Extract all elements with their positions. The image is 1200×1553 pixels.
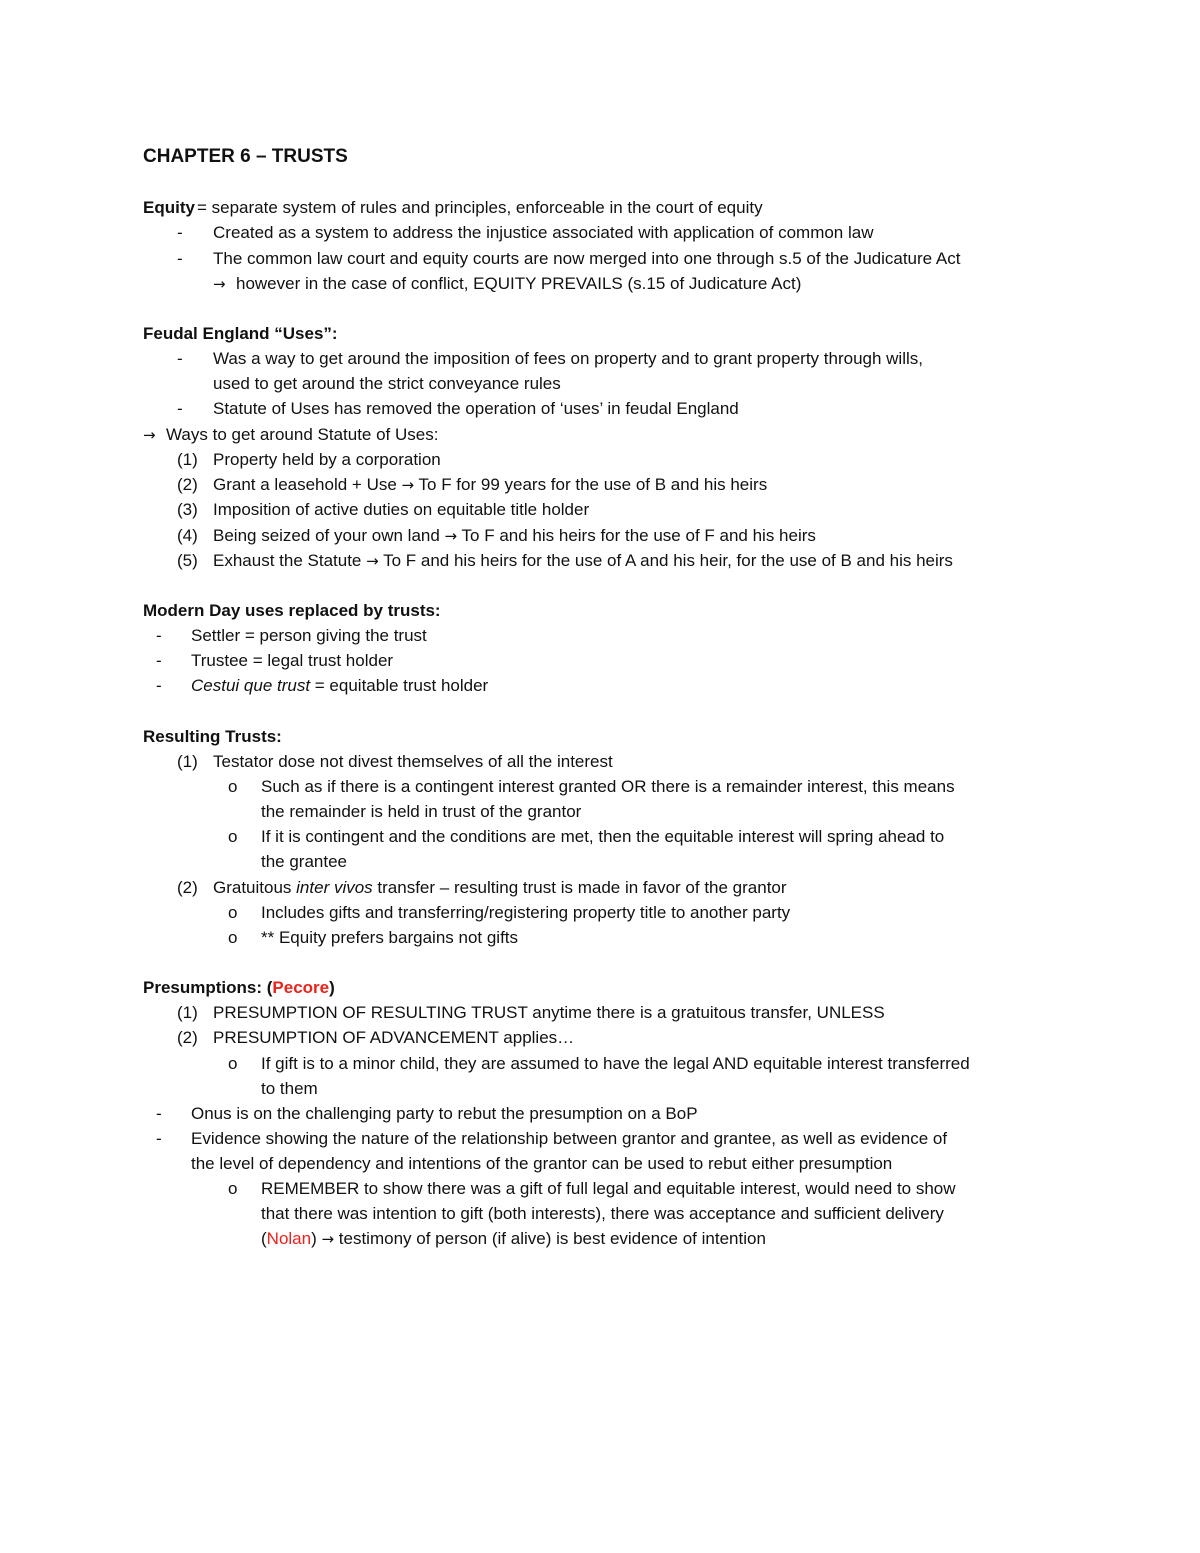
bullet-marker: o — [228, 903, 238, 922]
remember-note-end — [261, 1228, 766, 1250]
paren-open: ( — [261, 1229, 267, 1248]
bullet-marker: o — [228, 827, 238, 846]
ways-heading: Ways to get around Statute of Uses: — [166, 425, 439, 444]
inter-vivos-term: inter vivos — [296, 878, 373, 897]
way-4-text: Being seized of your own land — [213, 526, 445, 545]
equity-bullet-2-cont: however in the case of conflict, EQUITY PREVAILS (s.15 of Judicature Act) — [236, 274, 802, 293]
number-marker: (2) — [177, 475, 198, 494]
dash-marker: - — [177, 349, 183, 368]
dash-marker: - — [156, 1104, 162, 1123]
bullet-marker: o — [228, 1054, 238, 1073]
way-2-text: Grant a leasehold + Use — [213, 475, 402, 494]
way-5-example: To F and his heirs for the use of A and his heir, for the use of B and his heirs — [378, 551, 953, 570]
arrow-icon: → — [213, 275, 226, 293]
resulting-1b: If it is contingent and the conditions are met, then the equitable interest will spring ahead to — [261, 827, 945, 846]
arrow-icon: → — [321, 1230, 335, 1248]
presumption-1: PRESUMPTION OF RESULTING TRUST anytime there is a gratuitous transfer, UNLESS — [213, 1003, 885, 1022]
arrow-icon: → — [401, 476, 415, 494]
presumption-2: PRESUMPTION OF ADVANCEMENT applies… — [213, 1028, 575, 1047]
equity-bullet-1: Created as a system to address the injustice associated with application of common law — [213, 223, 874, 242]
equity-def-text: = separate system of rules and principles, enforceable in the court of equity — [197, 198, 763, 217]
number-marker: (1) — [177, 752, 198, 771]
dash-marker: - — [156, 676, 162, 695]
resulting-1: Testator dose not divest themselves of all the interest — [213, 752, 613, 771]
testimony-text: testimony of person (if alive) is best evidence of intention — [334, 1229, 766, 1248]
way-3: Imposition of active duties on equitable title holder — [213, 500, 590, 519]
presumptions-heading-close: ) — [329, 978, 335, 997]
dash-marker: - — [156, 651, 162, 670]
modern-heading: Modern Day uses replaced by trusts: — [143, 601, 441, 620]
way-5-text: Exhaust the Statute — [213, 551, 367, 570]
bullet-marker: o — [228, 777, 238, 796]
way-5 — [213, 550, 953, 572]
number-marker: (2) — [177, 1028, 198, 1047]
resulting-1a: Such as if there is a contingent interest granted OR there is a remainder interest, this means — [261, 777, 955, 796]
way-4-example: To F and his heirs for the use of F and his heirs — [457, 526, 816, 545]
evidence-note-cont: the level of dependency and intentions of the grantor can be used to rebut either presumption — [191, 1154, 893, 1173]
equity-term: Equity — [143, 198, 195, 217]
modern-bullet-1: Settler = person giving the trust — [191, 626, 427, 645]
presumptions-heading — [143, 977, 335, 999]
bullet-marker: o — [228, 928, 238, 947]
feudal-bullet-1-cont: used to get around the strict conveyance rules — [213, 374, 561, 393]
arrow-icon: → — [444, 527, 458, 545]
number-marker: (3) — [177, 500, 198, 519]
number-marker: (1) — [177, 1003, 198, 1022]
remember-note: REMEMBER to show there was a gift of full legal and equitable interest, would need to show — [261, 1179, 956, 1198]
resulting-2 — [213, 877, 787, 899]
dash-marker: - — [177, 249, 183, 268]
arrow-icon: → — [143, 426, 156, 444]
number-marker: (2) — [177, 878, 198, 897]
bullet-marker: o — [228, 1179, 238, 1198]
dash-marker: - — [156, 1129, 162, 1148]
number-marker: (4) — [177, 526, 198, 545]
equity-bullet-2: The common law court and equity courts are now merged into one through s.5 of the Judicature Act — [213, 249, 961, 268]
evidence-note: Evidence showing the nature of the relationship between grantor and grantee, as well as evidence of — [191, 1129, 948, 1148]
number-marker: (5) — [177, 551, 198, 570]
way-2 — [213, 474, 767, 496]
dash-marker: - — [156, 626, 162, 645]
onus-note: Onus is on the challenging party to rebut the presumption on a BoP — [191, 1104, 698, 1123]
feudal-heading: Feudal England “Uses”: — [143, 324, 338, 343]
cestui-def: = equitable trust holder — [310, 676, 489, 695]
way-2-example: To F for 99 years for the use of B and his heirs — [414, 475, 768, 494]
feudal-bullet-2: Statute of Uses has removed the operation of ‘uses’ in feudal England — [213, 399, 739, 418]
modern-bullet-3 — [191, 675, 488, 697]
way-1: Property held by a corporation — [213, 450, 441, 469]
resulting-1a-cont: the remainder is held in trust of the grantor — [261, 802, 582, 821]
dash-marker: - — [177, 223, 183, 242]
number-marker: (1) — [177, 450, 198, 469]
remember-note-cont: that there was intention to gift (both interests), there was acceptance and sufficient delivery — [261, 1204, 944, 1223]
dash-marker: - — [177, 399, 183, 418]
way-4 — [213, 525, 816, 547]
resulting-2b: ** Equity prefers bargains not gifts — [261, 928, 519, 947]
presumption-2a-cont: to them — [261, 1079, 318, 1098]
paren-close: ) — [311, 1229, 322, 1248]
arrow-icon: → — [366, 552, 379, 570]
resulting-heading: Resulting Trusts: — [143, 727, 282, 746]
pecore-case-citation: Pecore — [272, 978, 330, 997]
cestui-term: Cestui que trust — [191, 676, 311, 695]
feudal-bullet-1: Was a way to get around the imposition of fees on property and to grant property through wills, — [213, 349, 923, 368]
chapter-title: CHAPTER 6 – TRUSTS — [143, 146, 348, 167]
presumptions-heading-text: Presumptions: ( — [143, 978, 273, 997]
resulting-1b-cont: the grantee — [261, 852, 348, 871]
resulting-2-text: Gratuitous — [213, 878, 297, 897]
resulting-2-rest: transfer – resulting trust is made in favor of the grantor — [372, 878, 787, 897]
nolan-case-citation: Nolan — [266, 1229, 312, 1248]
presumption-2a: If gift is to a minor child, they are assumed to have the legal AND equitable interest transferred — [261, 1054, 970, 1073]
modern-bullet-2: Trustee = legal trust holder — [191, 651, 394, 670]
resulting-2a: Includes gifts and transferring/registering property title to another party — [261, 903, 791, 922]
